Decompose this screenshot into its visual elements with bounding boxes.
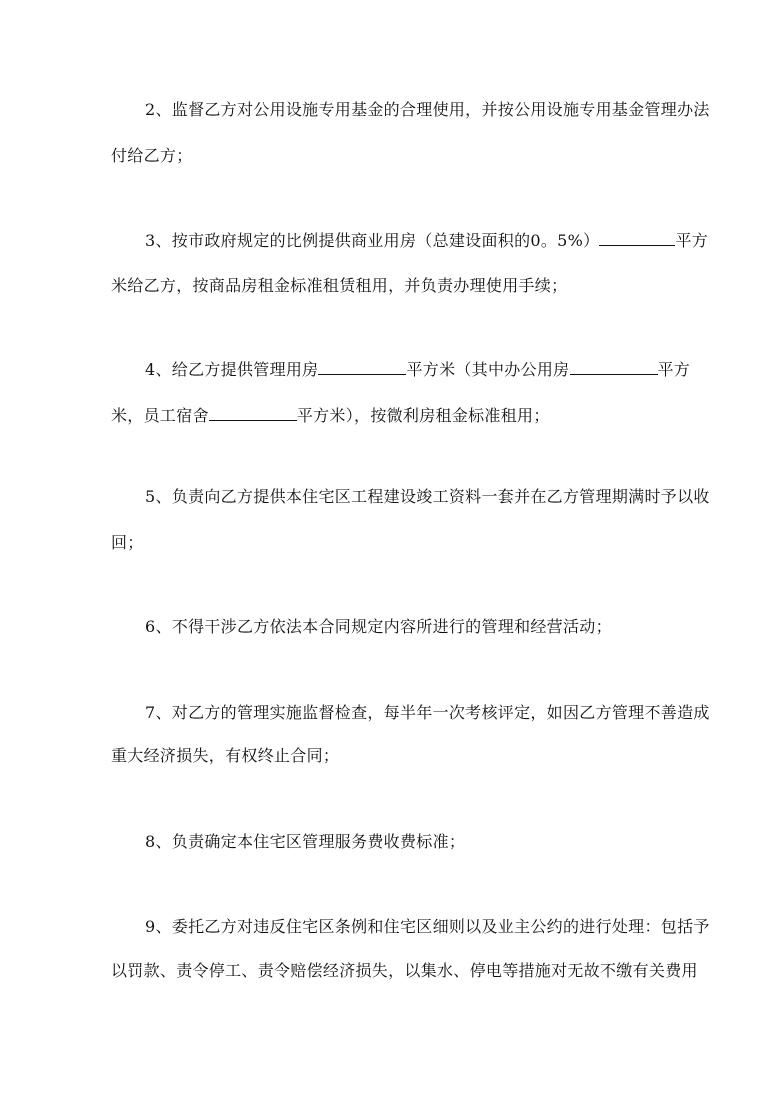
item-8-line-1: 8、负责确定本住宅区管理服务费收费标准； [145, 832, 466, 851]
item-7-line-1: 7、对乙方的管理实施监督检查，每半年一次考核评定，如因乙方管理不善造成 [145, 703, 710, 722]
item-6-line-1: 6、不得干涉乙方依法本合同规定内容所进行的管理和经营活动； [145, 617, 612, 636]
item-2-line-1: 2、监督乙方对公用设施专用基金的合理使用，并按公用设施专用基金管理办法 [145, 100, 710, 119]
item-9-line-1: 9、委托乙方对违反住宅区条例和住宅区细则以及业主公约的进行处理：包括予 [145, 917, 710, 936]
item-4-line-2 [111, 404, 671, 426]
item-4-text-a: 4、给乙方提供管理用房 [145, 360, 319, 379]
item-3-line-2: 米给乙方，按商品房租金标准租赁租用，并负责办理使用手续； [111, 276, 568, 295]
item-4-line-1 [145, 358, 691, 380]
item-3-line-1 [145, 229, 709, 251]
item-3-text-b: 平方 [675, 231, 709, 250]
item-4-text-b: 平方米（其中办公用房 [406, 360, 570, 379]
item-7-line-2: 重大经济损失，有权终止合同； [111, 746, 340, 765]
item-5-line-1: 5、负责向乙方提供本住宅区工程建设竣工资料一套并在乙方管理期满时予以收 [145, 487, 710, 506]
item-9-line-2: 以罚款、责令停工、责令赔偿经济损失，以集水、停电等措施对无故不缴有关费用 [111, 961, 698, 980]
item-4-text-c: 平方 [657, 360, 691, 379]
blank-office-area [570, 358, 658, 375]
item-4-text-d: 米，员工宿舍 [111, 406, 209, 425]
blank-dormitory-area [209, 404, 297, 421]
blank-management-area [318, 358, 406, 375]
item-5-line-2: 回； [111, 533, 144, 552]
item-4-text-e: 平方米），按微利房租金标准租用； [296, 406, 550, 425]
blank-commercial-area [599, 229, 675, 246]
item-2-line-2: 付给乙方； [111, 146, 193, 165]
item-3-text-a: 3、按市政府规定的比例提供商业用房（总建设面积的0。5%） [145, 231, 600, 250]
